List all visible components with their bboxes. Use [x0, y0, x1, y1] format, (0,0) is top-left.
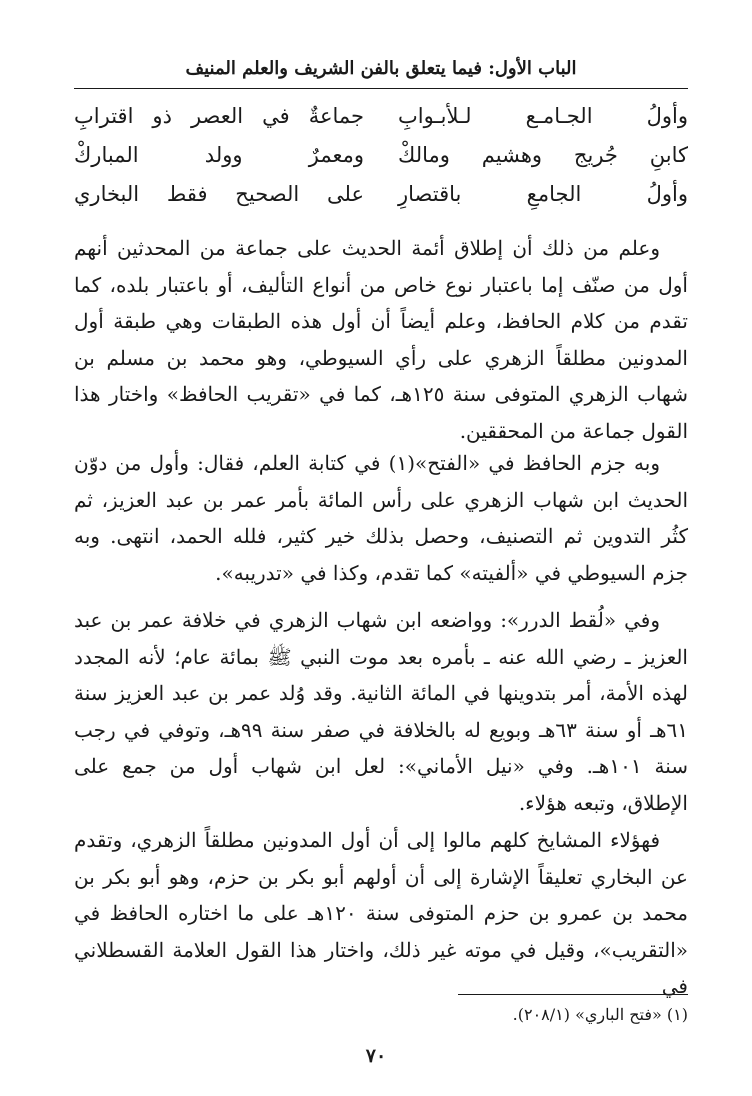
poem-verse	[74, 143, 688, 179]
running-header: الباب الأول: فيما يتعلق بالفن الشريف والعلم المنيف	[185, 58, 577, 79]
body-paragraph: وفي «لُقط الدرر»: وواضعه ابن شهاب الزهري في خلافة عمر بن عبد العزيز ـ رضي الله عنه ـ بأمره بعد موت النبي ﷺ بمائة عام؛ لأنه المجدد لهذه الأمة، أمر بتدوينها في المائة الثانية. وقد وُلد عمر بن عبد العزيز سنة ٦١هـ أو سنة ٦٣هـ وبويع له بالخلافة في صفر سنة ٩٩هـ، وتوفي في رجب سنة ١٠١هـ. وفي «نيل الأماني»: لعل ابن شهاب أول من جمع على الإطلاق، وتبعه هؤلاء.	[74, 608, 689, 815]
header-divider	[74, 88, 688, 89]
body-paragraph: فهؤلاء المشايخ كلهم مالوا إلى أن أول المدونين مطلقاً الزهري، وتقدم عن البخاري تعليقاً الإشارة إلى أن أولهم أبو بكر بن حزم، وهو أبو بكر بن محمد بن عمرو بن حزم المتوفى سنة ١٢٠هـ على ما اختاره الحافظ في «التقريب»، وقيل في موته غير ذلك، واختار هذا القول العلامة القسطلاني في	[74, 828, 688, 999]
verse-second-hemistich: على الصحيح فقط البخاري	[74, 182, 364, 206]
page-number: ٧٠	[365, 1045, 387, 1067]
footnote: (١) «فتح الباري» (٢٠٨/١).	[512, 1005, 688, 1024]
poem-verse	[74, 104, 688, 140]
body-paragraph: وبه جزم الحافظ في «الفتح»(١) في كتابة العلم، فقال: وأول من دوّن الحديث ابن شهاب الزهري على رأس المائة بأمر عمر بن عبد العزيز، ثم كثُر التدوين ثم التصنيف، وحصل بذلك خير كثير، فلله الحمد، انتهى. وبه جزم السيوطي في «ألفيته» كما تقدم، وكذا في «تدريبه».	[74, 451, 688, 585]
verse-second-hemistich: ومعمرٌ وولد المباركْ	[74, 143, 364, 167]
poem-verse	[74, 182, 688, 218]
body-paragraph: وعلم من ذلك أن إطلاق أئمة الحديث على جماعة من المحدثين أنهم أول من صنّف إما باعتبار نوع خاص من أنواع التأليف، أو باعتبار بلده، كما تقدم من كلام الحافظ، وعلم أيضاً أن أول هذه الطبقات وهي طبقة أول المدونين مطلقاً الزهري على رأي السيوطي، وهو محمد بن مسلم بن شهاب الزهري المتوفى سنة ١٢٥هـ، كما في «تقريب الحافظ» واختار هذا القول جماعة من المحققين.	[74, 236, 689, 443]
verse-second-hemistich: جماعةٌ في العصر ذو اقترابِ	[74, 104, 364, 128]
footnote-divider	[458, 994, 688, 995]
verse-first-hemistich: وأولُ الجـامـع لـلأبـوابِ	[398, 104, 688, 128]
verse-first-hemistich: كابنِ جُريج وهشيم ومالكْ	[398, 143, 688, 167]
verse-first-hemistich: وأولُ الجامعِ باقتصارِ	[398, 182, 688, 206]
